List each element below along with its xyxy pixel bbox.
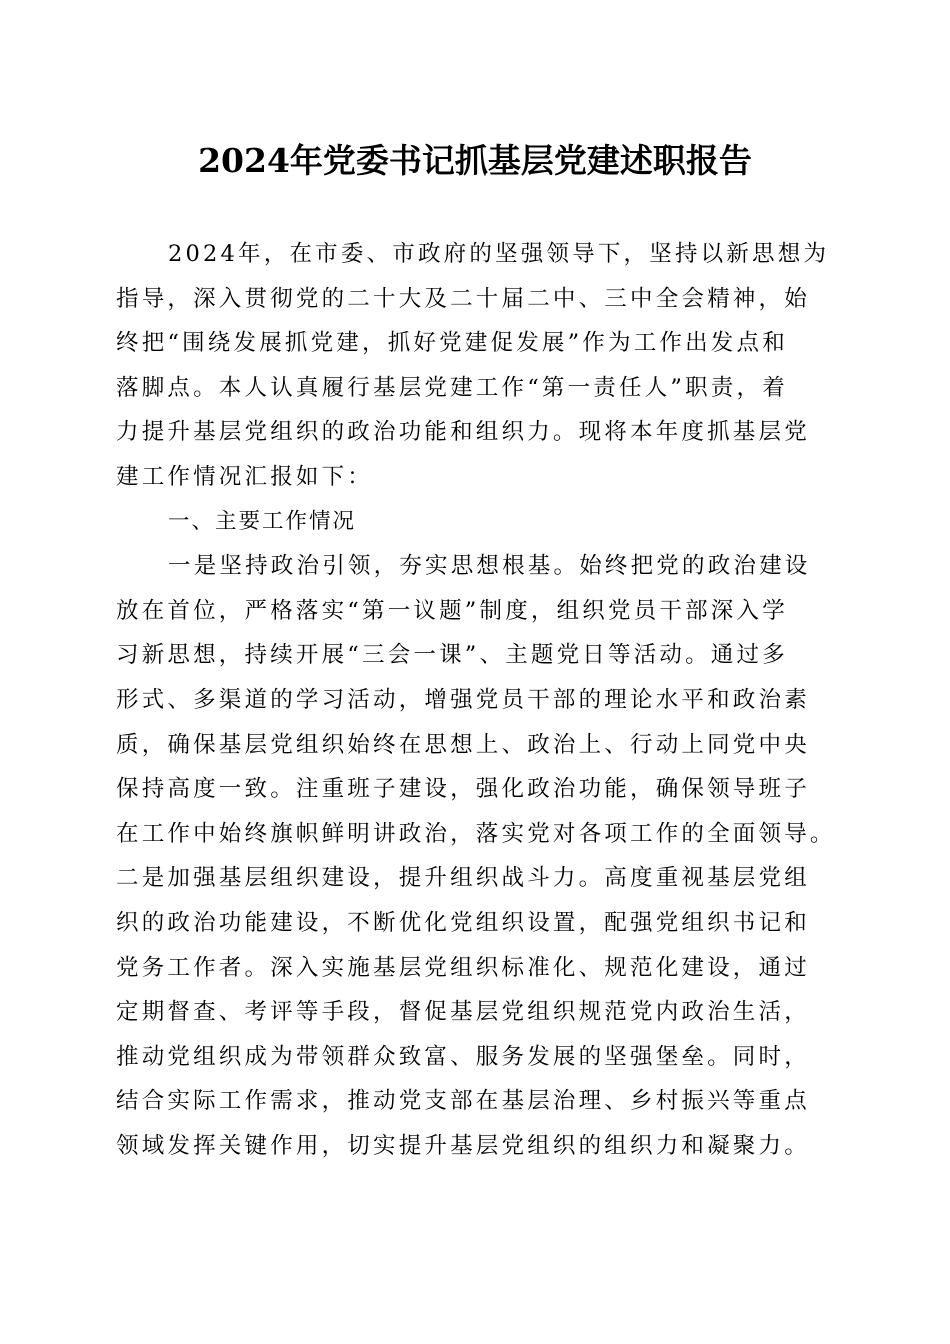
paragraph-line: 结合实际工作需求，推动党支部在基层治理、乡村振兴等重点 xyxy=(116,1088,810,1115)
document-title: 2024年党委书记抓基层党建述职报告 xyxy=(198,141,752,180)
paragraph-line: 建工作情况汇报如下： xyxy=(116,463,374,490)
paragraph-line: 力提升基层党组织的政治功能和组织力。现将本年度抓基层党 xyxy=(116,419,810,446)
document-body xyxy=(116,232,836,1168)
paragraph-line: 习新思想，持续开展“三会一课”、主题党日等活动。通过多 xyxy=(116,642,788,669)
paragraph-line: 织的政治功能建设，不断优化党组织设置，配强党组织书记和 xyxy=(116,909,810,936)
paragraph-line: 定期督查、考评等手段，督促基层党组织规范党内政治生活， xyxy=(116,999,810,1026)
paragraph-line: 推动党组织成为带领群众致富、服务发展的坚强堡垒。同时， xyxy=(116,1043,810,1070)
paragraph-line: 质，确保基层党组织始终在思想上、政治上、行动上同党中央 xyxy=(116,731,810,758)
paragraph-line: 党务工作者。深入实施基层党组织标准化、规范化建设，通过 xyxy=(116,954,810,981)
paragraph-line: 指导，深入贯彻党的二十大及二十届二中、三中全会精神，始 xyxy=(116,285,810,312)
paragraph-line: 一是坚持政治引领，夯实思想根基。始终把党的政治建设 xyxy=(168,553,811,580)
section-heading: 一、主要工作情况 xyxy=(168,508,357,534)
paragraph-line: 形式、多渠道的学习活动，增强党员干部的理论水平和政治素 xyxy=(116,686,810,713)
paragraph-line: 放在首位，严格落实“第一议题”制度，组织党员干部深入学 xyxy=(116,597,788,624)
paragraph-line: 保持高度一致。注重班子建设，强化政治功能，确保领导班子 xyxy=(116,776,810,803)
paragraph-line: 落脚点。本人认真履行基层党建工作“第一责任人”职责，着 xyxy=(116,374,788,401)
paragraph-line: 领域发挥关键作用，切实提升基层党组织的组织力和凝聚力。 xyxy=(116,1132,810,1159)
paragraph-line: 二是加强基层组织建设，提升组织战斗力。高度重视基层党组 xyxy=(116,865,810,892)
paragraph-line: 2024年，在市委、市政府的坚强领导下，坚持以新思想为 xyxy=(168,241,830,267)
paragraph-line: 在工作中始终旗帜鲜明讲政治，落实党对各项工作的全面领导。 xyxy=(116,820,836,847)
paragraph-line: 终把“围绕发展抓党建，抓好党建促发展”作为工作出发点和 xyxy=(116,330,788,357)
